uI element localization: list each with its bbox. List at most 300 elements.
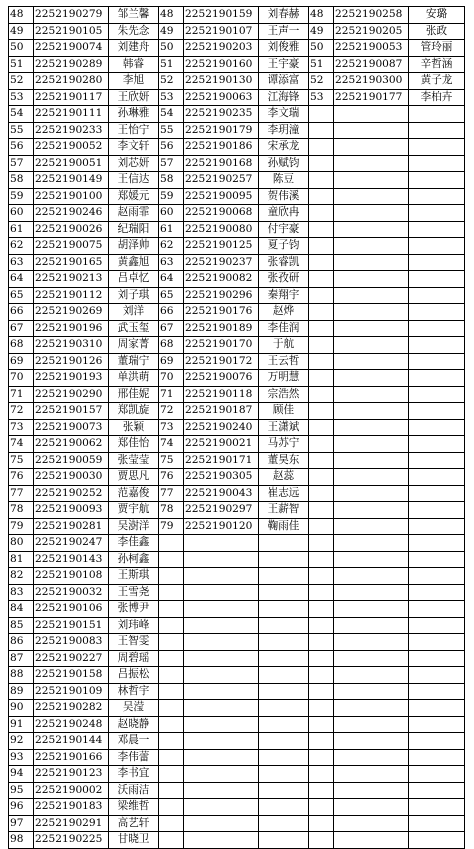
student-id-cell	[334, 518, 409, 535]
seq-number-cell: 85	[9, 617, 34, 634]
seq-number-cell: 68	[9, 337, 34, 354]
student-id-cell	[334, 205, 409, 222]
student-name-cell	[409, 205, 465, 222]
student-id-cell: 2252190143	[34, 551, 109, 568]
student-id-cell	[184, 535, 259, 552]
student-name-cell: 贺伟溪	[259, 188, 309, 205]
student-id-cell	[334, 733, 409, 750]
student-id-cell: 2252190196	[34, 320, 109, 337]
student-id-cell: 2252190052	[34, 139, 109, 156]
student-name-cell	[409, 386, 465, 403]
seq-number-cell: 84	[9, 601, 34, 618]
seq-number-cell: 93	[9, 749, 34, 766]
seq-number-cell: 49	[159, 23, 184, 40]
seq-number-cell: 67	[9, 320, 34, 337]
student-id-cell	[334, 403, 409, 420]
seq-number-cell	[159, 766, 184, 783]
student-name-cell	[259, 733, 309, 750]
student-name-cell	[259, 601, 309, 618]
student-id-cell: 2252190073	[34, 419, 109, 436]
seq-number-cell	[309, 106, 334, 123]
seq-number-cell: 48	[309, 7, 334, 24]
seq-number-cell	[309, 766, 334, 783]
student-name-cell: 刘俊雅	[259, 40, 309, 57]
student-name-cell	[409, 749, 465, 766]
seq-number-cell: 60	[159, 205, 184, 222]
seq-number-cell: 79	[159, 518, 184, 535]
student-id-cell	[334, 304, 409, 321]
seq-number-cell	[159, 799, 184, 816]
student-id-cell: 2252190068	[184, 205, 259, 222]
student-name-cell	[409, 568, 465, 585]
student-name-cell: 黄鑫旭	[109, 254, 159, 271]
seq-number-cell: 61	[159, 221, 184, 238]
student-name-cell: 王雪尧	[109, 584, 159, 601]
seq-number-cell	[309, 238, 334, 255]
student-name-cell: 吴滢	[109, 700, 159, 717]
student-id-cell	[334, 700, 409, 717]
seq-number-cell	[309, 634, 334, 651]
table-row	[9, 485, 465, 502]
seq-number-cell: 60	[9, 205, 34, 222]
student-id-cell: 2252190291	[34, 815, 109, 832]
student-name-cell: 黄子龙	[409, 73, 465, 90]
student-id-cell: 2252190157	[34, 403, 109, 420]
student-id-cell: 2252190106	[34, 601, 109, 618]
student-id-cell: 2252190193	[34, 370, 109, 387]
table-row	[9, 205, 465, 222]
table-row	[9, 601, 465, 618]
seq-number-cell	[309, 452, 334, 469]
student-id-cell: 2252190062	[34, 436, 109, 453]
seq-number-cell	[309, 304, 334, 321]
student-id-cell: 2252190296	[184, 287, 259, 304]
seq-number-cell: 65	[159, 287, 184, 304]
student-id-cell: 2252190240	[184, 419, 259, 436]
student-name-cell: 谭添富	[259, 73, 309, 90]
student-name-cell	[259, 617, 309, 634]
table-row	[9, 502, 465, 519]
seq-number-cell: 77	[9, 485, 34, 502]
student-id-cell: 2252190076	[184, 370, 259, 387]
student-name-cell: 赵晓静	[109, 716, 159, 733]
student-name-cell	[409, 601, 465, 618]
student-id-cell: 2252190063	[184, 89, 259, 106]
seq-number-cell: 56	[9, 139, 34, 156]
student-name-cell: 韩睿	[109, 56, 159, 73]
student-name-cell	[259, 650, 309, 667]
student-name-cell	[409, 584, 465, 601]
seq-number-cell	[309, 815, 334, 832]
student-name-cell: 秦翔宇	[259, 287, 309, 304]
student-id-cell: 2252190100	[34, 188, 109, 205]
seq-number-cell: 53	[309, 89, 334, 106]
seq-number-cell	[309, 155, 334, 172]
seq-number-cell	[309, 601, 334, 618]
table-row	[9, 617, 465, 634]
table-row	[9, 403, 465, 420]
table-row	[9, 386, 465, 403]
seq-number-cell	[159, 815, 184, 832]
student-name-cell	[259, 799, 309, 816]
student-name-cell: 郑凯旋	[109, 403, 159, 420]
student-id-cell: 2252190160	[184, 56, 259, 73]
seq-number-cell	[159, 568, 184, 585]
student-id-cell: 2252190120	[184, 518, 259, 535]
student-name-cell: 郑佳怡	[109, 436, 159, 453]
seq-number-cell	[309, 650, 334, 667]
student-name-cell: 高艺轩	[109, 815, 159, 832]
seq-number-cell	[159, 782, 184, 799]
table-row	[9, 320, 465, 337]
seq-number-cell	[309, 122, 334, 139]
table-row	[9, 122, 465, 139]
student-name-cell	[409, 370, 465, 387]
student-id-cell: 2252190149	[34, 172, 109, 189]
table-row	[9, 469, 465, 486]
seq-number-cell: 54	[9, 106, 34, 123]
student-name-cell: 马苏宁	[259, 436, 309, 453]
student-id-cell	[334, 172, 409, 189]
student-id-cell: 2252190233	[34, 122, 109, 139]
seq-number-cell: 49	[309, 23, 334, 40]
student-id-cell	[334, 469, 409, 486]
student-name-cell: 董瑞宁	[109, 353, 159, 370]
student-id-cell: 2252190179	[184, 122, 259, 139]
student-id-cell	[184, 716, 259, 733]
seq-number-cell	[159, 634, 184, 651]
seq-number-cell	[309, 584, 334, 601]
table-row	[9, 650, 465, 667]
seq-number-cell	[309, 683, 334, 700]
table-row	[9, 634, 465, 651]
student-id-cell	[184, 634, 259, 651]
seq-number-cell: 82	[9, 568, 34, 585]
seq-number-cell	[159, 832, 184, 849]
student-id-cell	[184, 749, 259, 766]
seq-number-cell	[309, 139, 334, 156]
table-row	[9, 815, 465, 832]
seq-number-cell: 52	[159, 73, 184, 90]
seq-number-cell: 74	[9, 436, 34, 453]
student-id-cell	[334, 139, 409, 156]
seq-number-cell	[159, 535, 184, 552]
student-name-cell: 王斯琪	[109, 568, 159, 585]
seq-number-cell	[159, 650, 184, 667]
seq-number-cell: 86	[9, 634, 34, 651]
table-row	[9, 419, 465, 436]
student-name-cell: 李玥潼	[259, 122, 309, 139]
student-id-cell	[334, 815, 409, 832]
seq-number-cell	[309, 518, 334, 535]
seq-number-cell	[309, 337, 334, 354]
table-row	[9, 584, 465, 601]
seq-number-cell: 71	[159, 386, 184, 403]
seq-number-cell: 88	[9, 667, 34, 684]
student-name-cell	[409, 485, 465, 502]
student-name-cell: 吕振松	[109, 667, 159, 684]
student-id-cell: 2252190252	[34, 485, 109, 502]
student-id-cell	[334, 584, 409, 601]
seq-number-cell	[309, 832, 334, 849]
student-name-cell: 万明慧	[259, 370, 309, 387]
student-id-cell: 2252190032	[34, 584, 109, 601]
student-name-cell	[409, 832, 465, 849]
student-id-cell	[334, 782, 409, 799]
student-name-cell	[409, 617, 465, 634]
student-id-cell: 2252190189	[184, 320, 259, 337]
student-name-cell: 李旭	[109, 73, 159, 90]
seq-number-cell	[309, 320, 334, 337]
table-row	[9, 518, 465, 535]
student-name-cell: 张莹莹	[109, 452, 159, 469]
student-name-cell: 宋承龙	[259, 139, 309, 156]
student-name-cell	[409, 452, 465, 469]
table-row	[9, 254, 465, 271]
student-name-cell: 吴澍洋	[109, 518, 159, 535]
student-id-cell: 2252190247	[34, 535, 109, 552]
student-name-cell	[409, 254, 465, 271]
student-id-cell: 2252190258	[334, 7, 409, 24]
student-id-cell: 2252190176	[184, 304, 259, 321]
student-name-cell: 王欣妍	[109, 89, 159, 106]
student-id-cell: 2252190310	[34, 337, 109, 354]
student-id-cell	[334, 386, 409, 403]
student-id-cell	[184, 766, 259, 783]
student-id-cell: 2252190166	[34, 749, 109, 766]
seq-number-cell	[309, 287, 334, 304]
table-row	[9, 716, 465, 733]
seq-number-cell	[309, 749, 334, 766]
seq-number-cell	[309, 370, 334, 387]
table-row	[9, 271, 465, 288]
student-name-cell	[409, 716, 465, 733]
seq-number-cell: 50	[309, 40, 334, 57]
student-name-cell: 陈豆	[259, 172, 309, 189]
seq-number-cell	[309, 353, 334, 370]
student-name-cell: 邢佳妮	[109, 386, 159, 403]
student-name-cell: 邓晨一	[109, 733, 159, 750]
student-id-cell	[184, 667, 259, 684]
student-name-cell	[409, 700, 465, 717]
student-id-cell: 2252190021	[184, 436, 259, 453]
seq-number-cell	[309, 188, 334, 205]
seq-number-cell: 64	[9, 271, 34, 288]
student-name-cell: 孙琳雅	[109, 106, 159, 123]
student-name-cell: 贾思凡	[109, 469, 159, 486]
student-name-cell: 武玉玺	[109, 320, 159, 337]
student-id-cell: 2252190093	[34, 502, 109, 519]
seq-number-cell	[309, 700, 334, 717]
student-id-cell: 2252190083	[34, 634, 109, 651]
seq-number-cell: 57	[9, 155, 34, 172]
student-id-cell: 2252190151	[34, 617, 109, 634]
student-id-cell: 2252190087	[334, 56, 409, 73]
student-id-cell	[184, 799, 259, 816]
student-name-cell	[409, 782, 465, 799]
seq-number-cell	[309, 386, 334, 403]
student-id-cell	[334, 766, 409, 783]
student-id-cell: 2252190053	[334, 40, 409, 57]
student-id-cell	[184, 700, 259, 717]
student-id-cell: 2252190171	[184, 452, 259, 469]
seq-number-cell: 75	[9, 452, 34, 469]
student-id-cell: 2252190112	[34, 287, 109, 304]
student-name-cell	[409, 106, 465, 123]
seq-number-cell: 61	[9, 221, 34, 238]
student-name-cell: 张政	[409, 23, 465, 40]
seq-number-cell: 53	[159, 89, 184, 106]
student-name-cell: 赵雨霏	[109, 205, 159, 222]
student-name-cell: 王信达	[109, 172, 159, 189]
student-name-cell: 李柏卉	[409, 89, 465, 106]
student-name-cell: 李佳润	[259, 320, 309, 337]
seq-number-cell: 49	[9, 23, 34, 40]
student-name-cell	[259, 568, 309, 585]
seq-number-cell: 51	[9, 56, 34, 73]
table-row	[9, 221, 465, 238]
student-name-cell	[259, 749, 309, 766]
student-name-cell: 孙赋钧	[259, 155, 309, 172]
seq-number-cell	[309, 469, 334, 486]
student-id-cell: 2252190144	[34, 733, 109, 750]
table-row	[9, 667, 465, 684]
seq-number-cell	[309, 436, 334, 453]
student-name-cell: 童欣冉	[259, 205, 309, 222]
seq-number-cell: 66	[159, 304, 184, 321]
seq-number-cell: 71	[9, 386, 34, 403]
student-name-cell: 王潇斌	[259, 419, 309, 436]
seq-number-cell: 62	[9, 238, 34, 255]
student-name-cell: 邹兰馨	[109, 7, 159, 24]
seq-number-cell: 90	[9, 700, 34, 717]
student-id-cell: 2252190248	[34, 716, 109, 733]
seq-number-cell	[309, 716, 334, 733]
seq-number-cell: 78	[159, 502, 184, 519]
table-row	[9, 782, 465, 799]
seq-number-cell: 98	[9, 832, 34, 849]
student-name-cell: 刘洋	[109, 304, 159, 321]
student-id-cell: 2252190111	[34, 106, 109, 123]
student-id-cell	[334, 254, 409, 271]
student-id-cell: 2252190282	[34, 700, 109, 717]
student-name-cell	[409, 683, 465, 700]
student-name-cell: 宗浩然	[259, 386, 309, 403]
seq-number-cell: 65	[9, 287, 34, 304]
student-id-cell	[334, 799, 409, 816]
student-id-cell	[184, 551, 259, 568]
seq-number-cell	[159, 749, 184, 766]
student-name-cell: 李文瑞	[259, 106, 309, 123]
student-name-cell: 管玲丽	[409, 40, 465, 57]
student-id-cell	[334, 188, 409, 205]
table-row	[9, 304, 465, 321]
seq-number-cell: 55	[9, 122, 34, 139]
student-id-cell: 2252190280	[34, 73, 109, 90]
student-name-cell: 李佳鑫	[109, 535, 159, 552]
student-name-cell: 赵烨	[259, 304, 309, 321]
student-name-cell: 周家菁	[109, 337, 159, 354]
student-id-cell: 2252190158	[34, 667, 109, 684]
student-name-cell	[409, 139, 465, 156]
seq-number-cell: 73	[9, 419, 34, 436]
seq-number-cell	[309, 502, 334, 519]
seq-number-cell: 55	[159, 122, 184, 139]
student-id-cell: 2252190300	[334, 73, 409, 90]
student-name-cell	[409, 518, 465, 535]
seq-number-cell	[309, 271, 334, 288]
seq-number-cell: 94	[9, 766, 34, 783]
seq-number-cell	[159, 617, 184, 634]
student-name-cell	[259, 700, 309, 717]
student-id-cell	[184, 584, 259, 601]
table-row	[9, 700, 465, 717]
seq-number-cell	[309, 205, 334, 222]
seq-number-cell: 92	[9, 733, 34, 750]
seq-number-cell: 56	[159, 139, 184, 156]
seq-number-cell: 91	[9, 716, 34, 733]
student-id-cell	[334, 370, 409, 387]
student-id-cell: 2252190186	[184, 139, 259, 156]
student-name-cell	[409, 799, 465, 816]
seq-number-cell: 53	[9, 89, 34, 106]
student-id-cell	[184, 815, 259, 832]
student-name-cell	[409, 353, 465, 370]
table-row	[9, 766, 465, 783]
seq-number-cell: 78	[9, 502, 34, 519]
student-name-cell	[409, 551, 465, 568]
table-row	[9, 683, 465, 700]
student-id-cell	[184, 832, 259, 849]
student-name-cell	[409, 155, 465, 172]
student-name-cell: 鞠雨佳	[259, 518, 309, 535]
seq-number-cell: 69	[9, 353, 34, 370]
student-id-cell	[334, 419, 409, 436]
student-id-cell	[334, 485, 409, 502]
student-id-cell: 2252190126	[34, 353, 109, 370]
student-id-cell	[334, 601, 409, 618]
student-name-cell: 梁维哲	[109, 799, 159, 816]
seq-number-cell	[309, 419, 334, 436]
seq-number-cell: 63	[159, 254, 184, 271]
student-name-cell: 王怡宁	[109, 122, 159, 139]
table-row	[9, 40, 465, 57]
student-name-cell	[409, 733, 465, 750]
seq-number-cell	[309, 221, 334, 238]
seq-number-cell: 83	[9, 584, 34, 601]
seq-number-cell: 54	[159, 106, 184, 123]
table-row	[9, 370, 465, 387]
student-id-cell	[334, 535, 409, 552]
student-name-cell: 刘春赫	[259, 7, 309, 24]
student-id-cell	[334, 353, 409, 370]
table-row	[9, 188, 465, 205]
student-name-cell	[409, 221, 465, 238]
seq-number-cell	[159, 667, 184, 684]
table-row	[9, 568, 465, 585]
student-name-cell	[409, 667, 465, 684]
student-name-cell	[409, 122, 465, 139]
table-row	[9, 287, 465, 304]
seq-number-cell: 50	[159, 40, 184, 57]
student-name-cell: 刘建舟	[109, 40, 159, 57]
seq-number-cell: 58	[9, 172, 34, 189]
seq-number-cell: 87	[9, 650, 34, 667]
student-id-cell: 2252190123	[34, 766, 109, 783]
student-name-cell	[409, 650, 465, 667]
seq-number-cell: 76	[159, 469, 184, 486]
student-id-cell: 2252190108	[34, 568, 109, 585]
